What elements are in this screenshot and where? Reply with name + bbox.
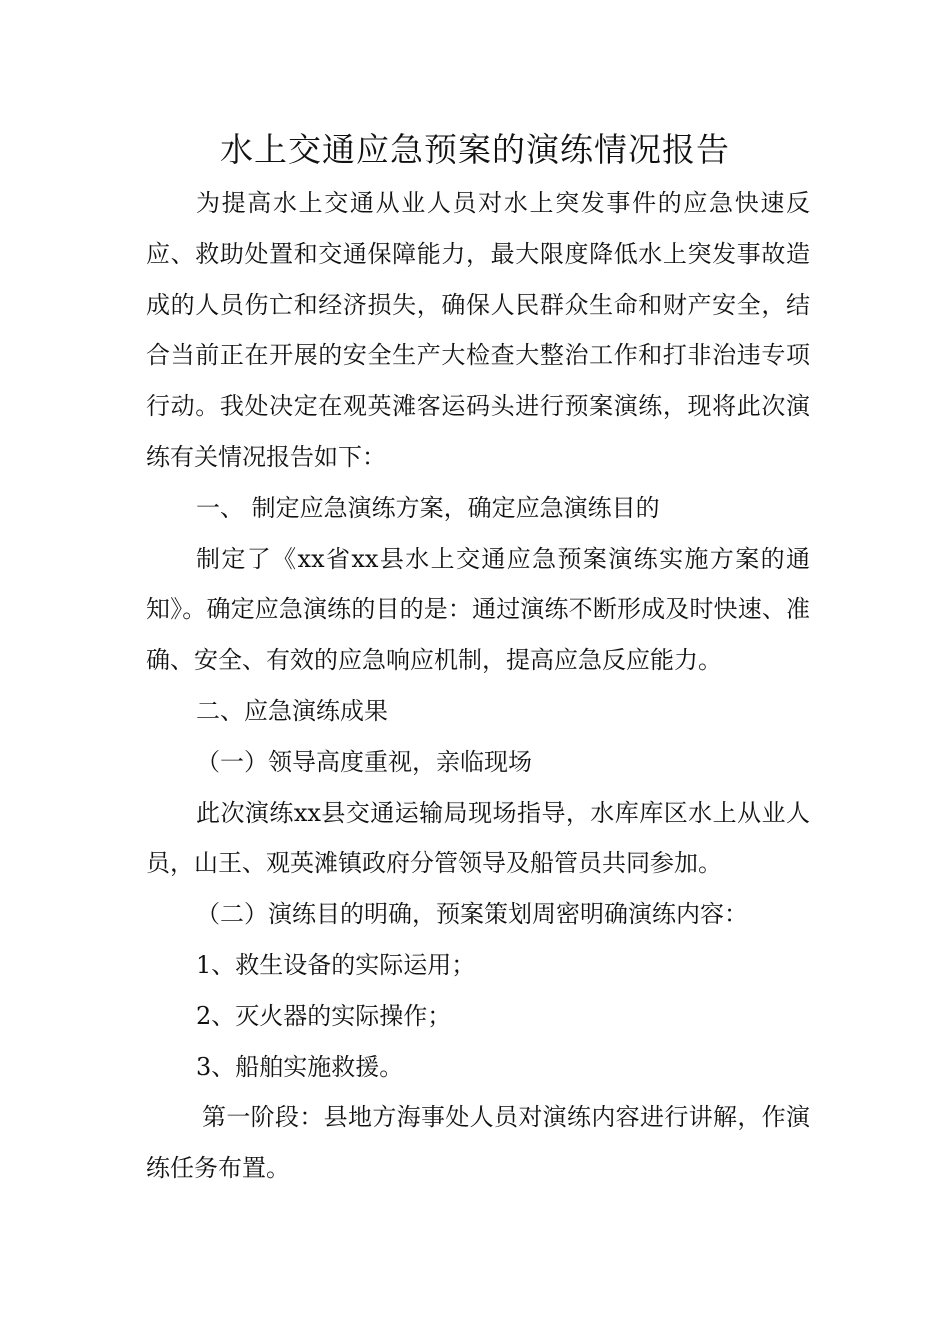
heading-section-1: 一、 制定应急演练方案，确定应急演练目的 (196, 493, 660, 522)
list-item: 1、救生设备的实际运用； (196, 950, 476, 979)
heading-section-2: 二、应急演练成果 (196, 696, 388, 725)
document-title: 水上交通应急预案的演练情况报告 (220, 130, 730, 169)
list-item: 3、船舶实施救援。 (196, 1052, 404, 1081)
list-item: 2、灭火器的实际操作； (196, 1001, 452, 1030)
document-body (146, 178, 810, 1194)
paragraph-plan: 制定了《xx省xx县水上交通应急预案演练实施方案的通知》。确定应急演练的目的是：通过演练不断形成及时快速、准确、安全、有效的应急响应机制，提高应急反应能力。 (146, 544, 810, 675)
subheading-1: （一）领导高度重视，亲临现场 (196, 747, 532, 776)
paragraph-stage-1: 第一阶段：县地方海事处人员对演练内容进行讲解，作演练任务布置。 (146, 1103, 810, 1183)
paragraph-participants: 此次演练xx县交通运输局现场指导，水库库区水上从业人员，山王、观英滩镇政府分管领导及船管员共同参加。 (146, 798, 810, 878)
paragraph-intro: 为提高水上交通从业人员对水上突发事件的应急快速反应、救助处置和交通保障能力，最大限度降低水上突发事故造成的人员伤亡和经济损失，确保人民群众生命和财产安全，结合当前正在开展的安全生产大检查大整治工作和打非治违专项行动。我处决定在观英滩客运码头进行预案演练，现将此次演练有关情况报告如下： (146, 189, 810, 471)
subheading-2: （二）演练目的明确，预案策划周密明确演练内容： (196, 900, 748, 929)
